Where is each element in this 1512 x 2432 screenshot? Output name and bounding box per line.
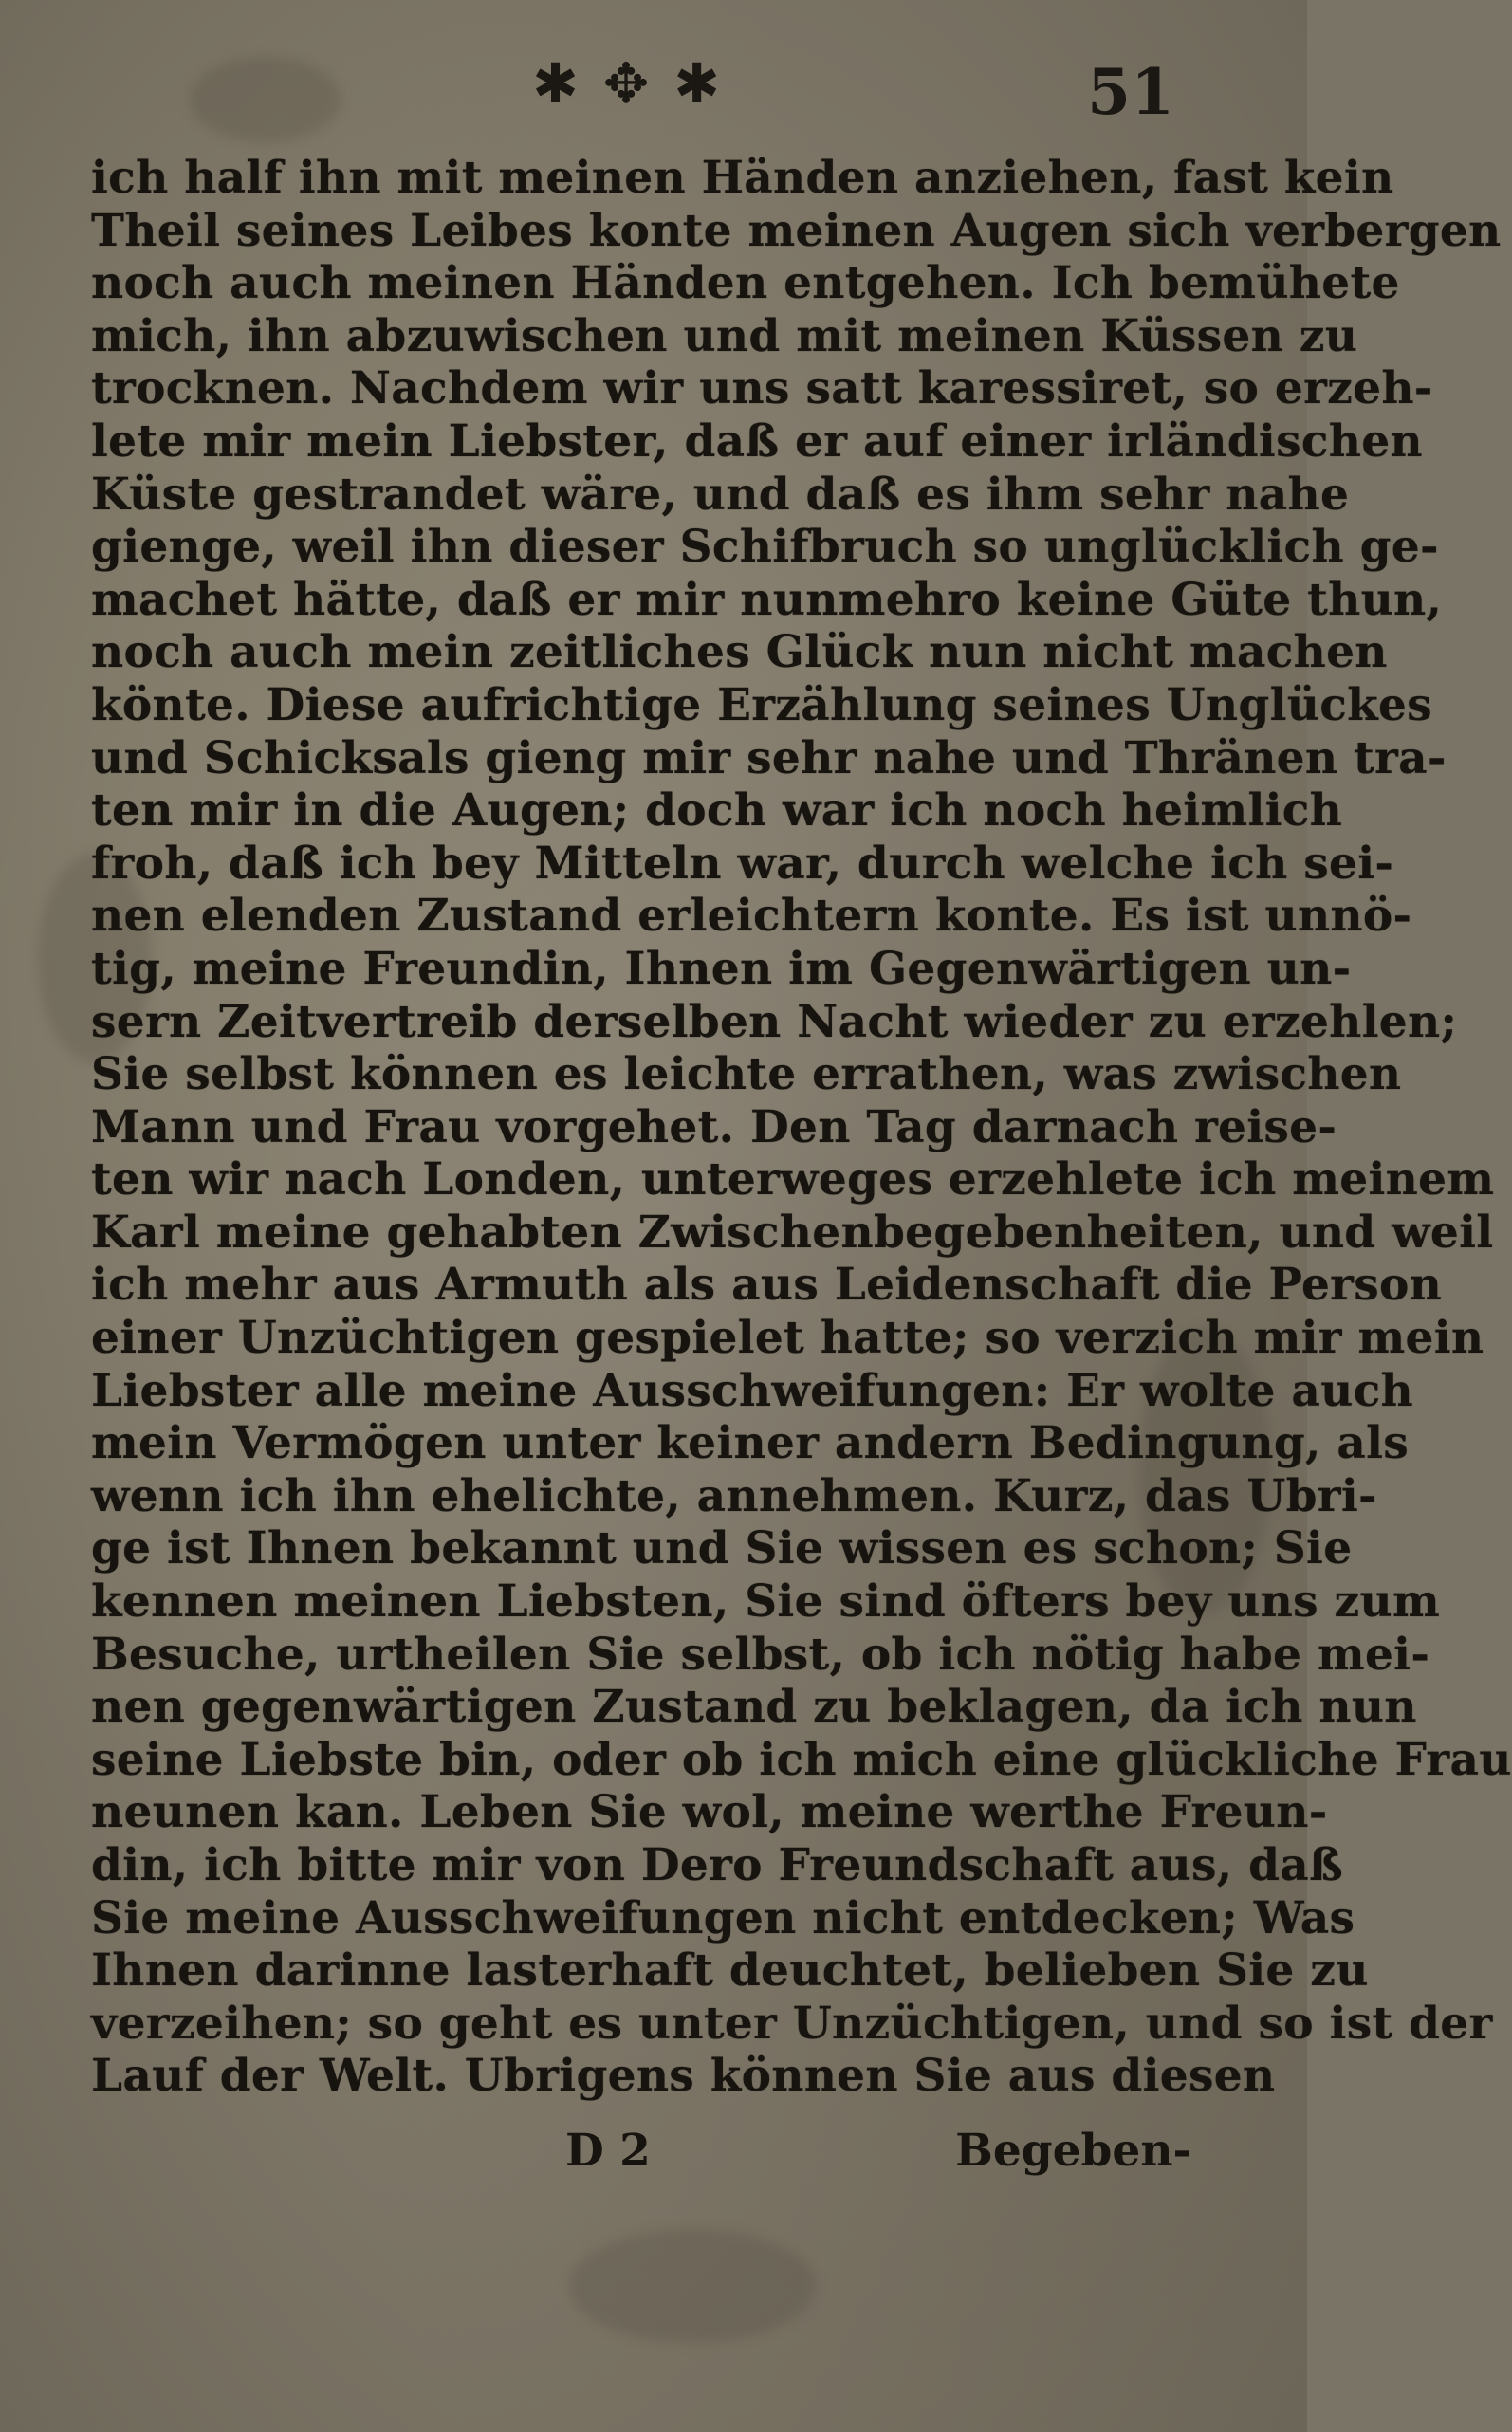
text-line: könte. Diese aufrichtige Erzählung seines Unglückes — [91, 678, 1432, 731]
text-line: mein Vermögen unter keiner andern Bedingung, als — [91, 1417, 1409, 1470]
text-line: tig, meine Freundin, Ihnen im Gegenwärtigen un- — [91, 942, 1352, 995]
text-line: Mann und Frau vorgehet. Den Tag darnach reise- — [91, 1100, 1337, 1153]
text-line: wenn ich ihn ehelichte, annehmen. Kurz, das Ubri- — [91, 1469, 1377, 1522]
page-header — [0, 46, 1307, 131]
text-line: lete mir mein Liebster, daß er auf einer irländischen — [91, 415, 1423, 468]
text-line: ich mehr aus Armuth als aus Leidenschaft die Person — [91, 1259, 1443, 1312]
page-footer — [91, 2125, 1191, 2191]
text-line: seine Liebste bin, oder ob ich mich eine glückliche Frau — [91, 1733, 1512, 1786]
page-number: 51 — [1087, 55, 1174, 129]
text-line: nen gegenwärtigen Zustand zu beklagen, da ich nun — [91, 1681, 1417, 1734]
signature-mark: D 2 — [565, 2125, 651, 2177]
text-line: din, ich bitte mir von Dero Freundschaft aus, daß — [91, 1839, 1344, 1891]
text-line: Besuche, urtheilen Sie selbst, ob ich nötig habe mei- — [91, 1628, 1430, 1681]
text-line: trocknen. Nachdem wir uns satt karessiret, so erzeh- — [91, 362, 1433, 415]
text-line: und Schicksals gieng mir sehr nahe und Thränen tra- — [91, 731, 1447, 784]
ornament-center-icon: ✥ — [602, 51, 650, 116]
catchword: Begeben- — [955, 2125, 1191, 2177]
text-line: Karl meine gehabten Zwischenbegebenheiten, und weil — [91, 1206, 1494, 1259]
text-line: verzeihen; so geht es unter Unzüchtigen, und so ist der — [91, 1997, 1493, 2050]
text-line: Sie selbst können es leichte errathen, was zwischen — [91, 1048, 1402, 1101]
text-line: noch auch meinen Händen entgehen. Ich bemühete — [91, 257, 1400, 310]
text-line: froh, daß ich bey Mitteln war, durch welche ich sei- — [91, 837, 1394, 890]
text-line: ich half ihn mit meinen Händen anziehen, fast kein — [91, 152, 1394, 204]
text-line: Lauf der Welt. Ubrigens können Sie aus diesen — [91, 2050, 1276, 2103]
text-line: ten wir nach Londen, unterweges erzehlete ich meinem — [91, 1153, 1495, 1207]
ornament-left-icon: ✱ — [532, 51, 579, 116]
body-text — [91, 152, 1512, 2103]
text-line: mich, ihn abzuwischen und mit meinen Küssen zu — [91, 309, 1358, 362]
text-line: neunen kan. Leben Sie wol, meine werthe Freun- — [91, 1786, 1328, 1839]
text-line: einer Unzüchtigen gespielet hatte; so verzich mir mein — [91, 1312, 1484, 1365]
text-line: gienge, weil ihn dieser Schifbruch so unglücklich ge- — [91, 521, 1439, 574]
header-ornament — [484, 46, 768, 121]
text-line: machet hätte, daß er mir nunmehro keine Güte thun, — [91, 573, 1443, 626]
text-line: Ihnen darinne lasterhaft deuchtet, belieben Sie zu — [91, 1944, 1369, 1998]
text-line: Liebster alle meine Ausschweifungen: Er wolte auch — [91, 1364, 1413, 1417]
text-line: noch auch mein zeitliches Glück nun nicht machen — [91, 626, 1388, 679]
text-line: Sie meine Ausschweifungen nicht entdecken; Was — [91, 1891, 1355, 1944]
text-line: Theil seines Leibes konte meinen Augen sich verbergen — [91, 204, 1502, 257]
text-line: ge ist Ihnen bekannt und Sie wissen es schon; Sie — [91, 1522, 1353, 1575]
text-line: Küste gestrandet wäre, und daß es ihm sehr nahe — [91, 468, 1350, 521]
ornament-right-icon: ✱ — [673, 51, 720, 116]
text-line: sern Zeitvertreib derselben Nacht wieder zu erzehlen; — [91, 995, 1458, 1048]
text-line: nen elenden Zustand erleichtern konte. Es ist unnö- — [91, 890, 1412, 943]
text-line: kennen meinen Liebsten, Sie sind öfters bey uns zum — [91, 1575, 1441, 1629]
text-line: ten mir in die Augen; doch war ich noch heimlich — [91, 784, 1343, 838]
